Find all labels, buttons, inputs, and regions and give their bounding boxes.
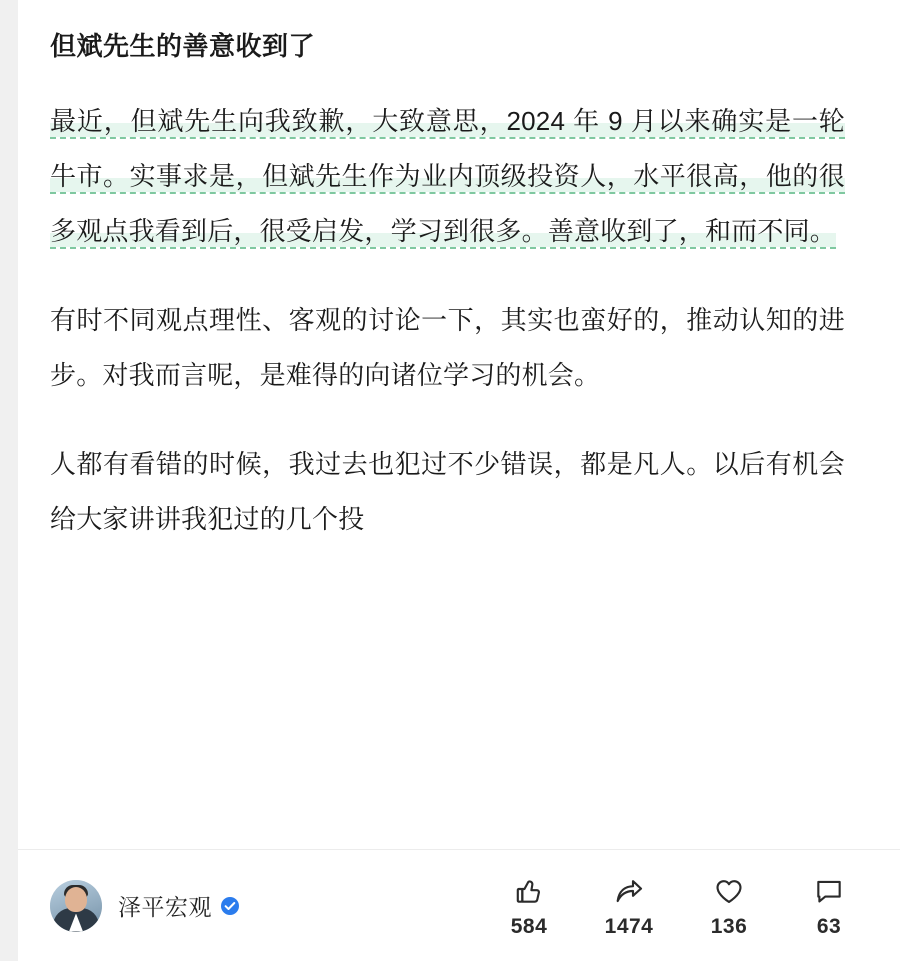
left-gutter [0,0,18,961]
avatar-face [65,887,87,912]
favorite-count: 136 [710,914,748,938]
heart-icon [713,873,745,909]
comment-count: 63 [816,914,842,938]
avatar[interactable] [50,880,102,932]
share-button[interactable] [602,873,656,939]
highlighted-text: 最近，但斌先生向我致歉，大致意思，2024 年 9 月以来确实是一轮牛市。实事求是，但斌先生作为业内顶级投资人，水平很高，他的很多观点我看到后，很受启发，学习到很多。善意收到了，和而不同。 [50,106,845,249]
article-paragraph-1 [50,94,845,259]
author-block[interactable] [50,880,240,932]
article-paragraph-3 [50,437,845,547]
share-arrow-icon [613,873,645,909]
verified-badge-icon [220,896,240,916]
paragraph-text: 人都有看错的时候，我过去也犯过不少错误，都是凡人。以后有机会给大家讲讲我犯过的几个投 [50,448,845,534]
author-name[interactable]: 泽平宏观 [118,894,212,920]
thumbs-up-icon [513,873,545,909]
article-paragraph-2 [50,293,845,403]
comment-button[interactable] [802,873,856,939]
action-bar [502,873,856,939]
like-count: 584 [510,914,548,938]
favorite-button[interactable] [702,873,756,939]
share-count: 1474 [604,914,654,938]
paragraph-text: 有时不同观点理性、客观的讨论一下，其实也蛮好的，推动认知的进步。对我而言呢，是难得的向诸位学习的机会。 [50,304,845,390]
comment-bubble-icon [813,873,845,909]
article-content [18,0,900,961]
page-title: 但斌先生的善意收到了 [50,31,316,61]
article-footer-bar [18,849,900,961]
like-button[interactable] [502,873,556,939]
